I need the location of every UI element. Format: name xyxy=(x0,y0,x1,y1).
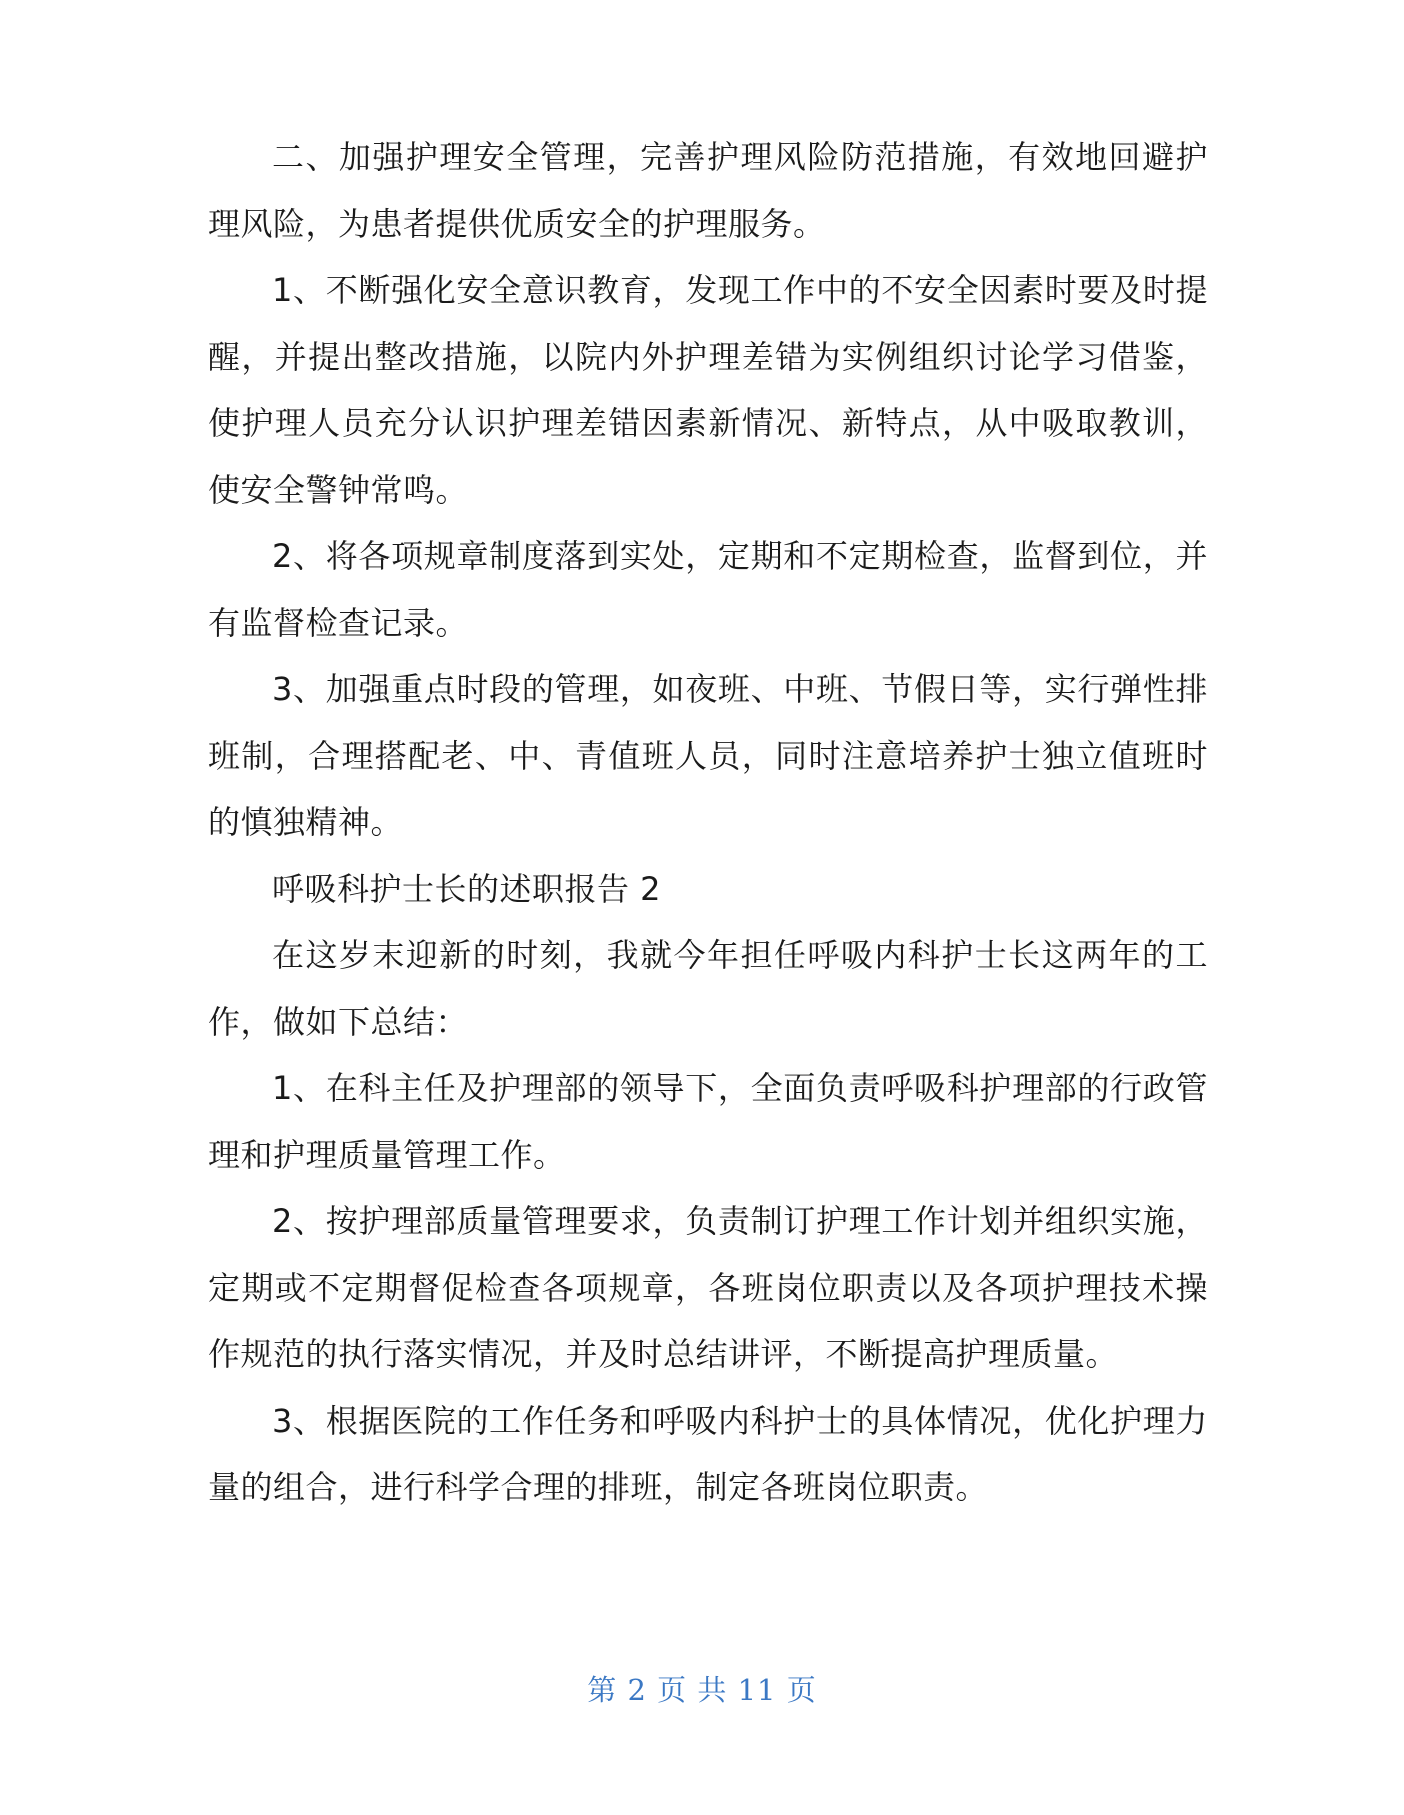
paragraph-intro: 在这岁末迎新的时刻，我就今年担任呼吸内科护士长这两年的工作，做如下总结： xyxy=(208,936,1208,1041)
paragraph-item-2: 2、将各项规章制度落到实处，定期和不定期检查，监督到位，并有监督检查记录。 xyxy=(208,537,1208,642)
paragraph-duty-1: 1、在科主任及护理部的领导下，全面负责呼吸科护理部的行政管理和护理质量管理工作。 xyxy=(208,1069,1208,1174)
paragraph-item-1: 1、不断强化安全意识教育，发现工作中的不安全因素时要及时提醒，并提出整改措施，以院内外护理差错为实例组织讨论学习借鉴，使护理人员充分认识护理差错因素新情况、新特点，从中吸取教训，使安全警钟常鸣。 xyxy=(208,271,1208,509)
paragraph-duty-2: 2、按护理部质量管理要求，负责制订护理工作计划并组织实施，定期或不定期督促检查各项规章，各班岗位职责以及各项护理技术操作规范的执行落实情况，并及时总结讲评，不断提高护理质量。 xyxy=(208,1202,1208,1373)
paragraph-section-two: 二、加强护理安全管理，完善护理风险防范措施，有效地回避护理风险，为患者提供优质安全的护理服务。 xyxy=(208,138,1208,243)
paragraph-item-3: 3、加强重点时段的管理，如夜班、中班、节假日等，实行弹性排班制，合理搭配老、中、青值班人员，同时注意培养护士独立值班时的慎独精神。 xyxy=(208,670,1208,841)
report-heading: 呼吸科护士长的述职报告 2 xyxy=(272,869,662,908)
document-body xyxy=(208,124,1208,1521)
paragraph-duty-3: 3、根据医院的工作任务和呼吸内科护士的具体情况，优化护理力量的组合，进行科学合理的排班，制定各班岗位职责。 xyxy=(208,1401,1208,1506)
page-number: 第 2 页 共 11 页 xyxy=(587,1673,817,1707)
